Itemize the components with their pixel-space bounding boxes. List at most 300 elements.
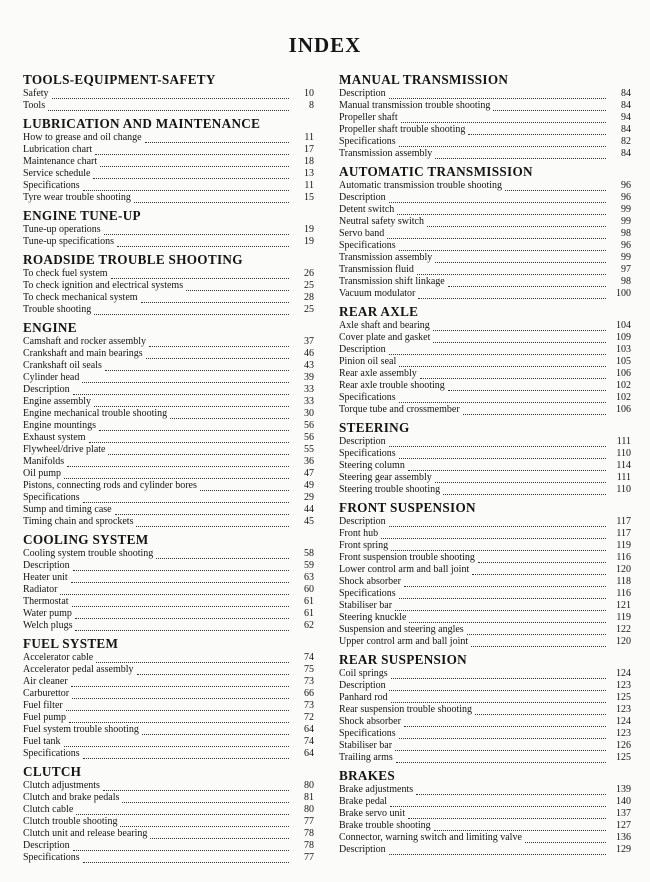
entry-page-number: 47 — [304, 468, 314, 479]
dot-leader — [134, 194, 289, 203]
index-entry — [23, 572, 314, 584]
dot-leader — [64, 738, 290, 747]
section-heading: ROADSIDE TROUBLE SHOOTING — [23, 252, 243, 267]
entry-label: Camshaft and rocker assembly — [23, 336, 147, 347]
dot-leader — [475, 706, 606, 715]
index-entry — [23, 804, 314, 816]
entry-page-number: 126 — [616, 740, 631, 751]
index-entry — [23, 444, 314, 456]
index-entry — [339, 680, 631, 692]
dot-leader — [408, 810, 606, 819]
index-entry — [339, 276, 631, 288]
dot-leader — [96, 654, 289, 663]
entry-page-number: 99 — [621, 204, 631, 215]
index-entry — [23, 360, 314, 372]
index-entry — [339, 216, 631, 228]
index-section — [23, 208, 314, 248]
index-entry — [23, 816, 314, 828]
entry-label: Clutch adjustments — [23, 780, 100, 791]
dot-leader — [200, 482, 289, 491]
entry-label: Transmission assembly — [339, 148, 433, 159]
entry-page-number: 80 — [304, 780, 314, 791]
entry-label: Steering trouble shooting — [339, 484, 441, 495]
index-entry — [23, 420, 314, 432]
index-entry — [23, 456, 314, 468]
entry-label: Engine assembly — [23, 396, 92, 407]
index-entry — [339, 576, 631, 588]
entry-page-number: 98 — [621, 228, 631, 239]
dot-leader — [71, 678, 289, 687]
dot-leader — [94, 398, 289, 407]
index-entry — [339, 88, 631, 100]
entry-label: Upper control arm and ball joint — [339, 636, 469, 647]
entry-label: Cover plate and gasket — [339, 332, 431, 343]
entry-label: Fuel tank — [23, 736, 61, 747]
entry-page-number: 73 — [304, 676, 314, 687]
index-entry — [339, 252, 631, 264]
entry-label: Welch plugs — [23, 620, 73, 631]
dot-leader — [395, 602, 606, 611]
entry-label: Description — [23, 840, 70, 851]
entry-page-number: 19 — [304, 224, 314, 235]
entry-label: Description — [339, 844, 386, 855]
index-entry — [23, 852, 314, 864]
entry-page-number: 49 — [304, 480, 314, 491]
entry-page-number: 123 — [616, 680, 631, 691]
dot-leader — [396, 754, 606, 763]
section-heading: COOLING SYSTEM — [23, 532, 149, 547]
entry-label: Front suspension trouble shooting — [339, 552, 475, 563]
entry-page-number: 66 — [304, 688, 314, 699]
entry-page-number: 74 — [304, 652, 314, 663]
entry-label: Steering knuckle — [339, 612, 407, 623]
dot-leader — [115, 506, 289, 515]
entry-page-number: 19 — [304, 236, 314, 247]
index-entry — [339, 392, 631, 404]
dot-leader — [395, 742, 606, 751]
dot-leader — [145, 134, 289, 143]
index-section — [339, 420, 631, 496]
entry-label: Transmission fluid — [339, 264, 414, 275]
index-column-left — [23, 72, 314, 864]
index-entry — [23, 676, 314, 688]
index-entry — [23, 88, 314, 100]
dot-leader — [83, 750, 289, 759]
index-entry — [339, 228, 631, 240]
dot-leader — [427, 218, 606, 227]
entry-page-number: 73 — [304, 700, 314, 711]
index-entry — [339, 832, 631, 844]
entry-page-number: 123 — [616, 728, 631, 739]
entry-label: Transmission shift linkage — [339, 276, 445, 287]
entry-page-number: 11 — [304, 180, 314, 191]
dot-leader — [103, 782, 289, 791]
entry-page-number: 102 — [616, 380, 631, 391]
entry-page-number: 77 — [304, 852, 314, 863]
entry-label: Coil springs — [339, 668, 388, 679]
dot-leader — [122, 794, 289, 803]
dot-leader — [64, 470, 289, 479]
entry-label: Neutral safety switch — [339, 216, 424, 227]
dot-leader — [493, 102, 606, 111]
section-heading: CLUTCH — [23, 764, 82, 779]
entry-label: Vacuum modulator — [339, 288, 416, 299]
entry-label: Maintenance chart — [23, 156, 98, 167]
entry-label: Pinion oil seal — [339, 356, 397, 367]
dot-leader — [108, 446, 289, 455]
entry-label: Thermostat — [23, 596, 69, 607]
index-entry — [339, 460, 631, 472]
entry-page-number: 111 — [616, 436, 631, 447]
index-section — [23, 116, 314, 204]
entry-label: Description — [23, 384, 70, 395]
entry-label: Description — [339, 516, 386, 527]
index-entry — [23, 780, 314, 792]
index-entry — [23, 372, 314, 384]
index-entry — [23, 688, 314, 700]
entry-label: Steering column — [339, 460, 405, 471]
entry-page-number: 116 — [616, 552, 631, 563]
entry-label: Heater unit — [23, 572, 68, 583]
index-entry — [23, 548, 314, 560]
dot-leader — [433, 322, 606, 331]
entry-page-number: 18 — [304, 156, 314, 167]
dot-leader — [435, 150, 606, 159]
index-entry — [339, 380, 631, 392]
entry-label: Description — [339, 88, 386, 99]
index-section — [23, 72, 314, 112]
entry-label: Air cleaner — [23, 676, 68, 687]
entry-label: Clutch trouble shooting — [23, 816, 118, 827]
entry-page-number: 110 — [616, 448, 631, 459]
dot-leader — [389, 518, 606, 527]
entry-label: Oil pump — [23, 468, 62, 479]
entry-label: Water pump — [23, 608, 72, 619]
entry-label: Specifications — [339, 240, 396, 251]
dot-leader — [391, 670, 606, 679]
section-heading: BRAKES — [339, 768, 396, 783]
entry-label: Safety — [23, 88, 49, 99]
dot-leader — [83, 854, 289, 863]
entry-page-number: 106 — [616, 404, 631, 415]
entry-page-number: 96 — [621, 240, 631, 251]
entry-page-number: 64 — [304, 724, 314, 735]
dot-leader — [401, 114, 606, 123]
entry-label: Service schedule — [23, 168, 91, 179]
index-entry — [23, 700, 314, 712]
entry-page-number: 139 — [616, 784, 631, 795]
section-heading: STEERING — [339, 420, 410, 435]
entry-label: Clutch unit and release bearing — [23, 828, 148, 839]
index-entry — [23, 736, 314, 748]
dot-leader — [399, 590, 606, 599]
entry-page-number: 10 — [304, 88, 314, 99]
index-entry — [23, 652, 314, 664]
section-heading: ENGINE TUNE-UP — [23, 208, 141, 223]
entry-page-number: 124 — [616, 668, 631, 679]
entry-label: Accelerator pedal assembly — [23, 664, 134, 675]
dot-leader — [390, 798, 606, 807]
index-entry — [339, 100, 631, 112]
entry-label: Specifications — [23, 180, 80, 191]
index-entry — [339, 264, 631, 276]
index-entry — [339, 716, 631, 728]
index-section — [339, 500, 631, 648]
index-entry — [339, 636, 631, 648]
entry-label: Engine mechanical trouble shooting — [23, 408, 168, 419]
dot-leader — [471, 638, 606, 647]
dot-leader — [389, 846, 606, 855]
dot-leader — [60, 586, 289, 595]
entry-label: How to grease and oil change — [23, 132, 142, 143]
dot-leader — [100, 158, 289, 167]
dot-leader — [186, 282, 289, 291]
entry-page-number: 96 — [621, 180, 631, 191]
entry-label: Clutch cable — [23, 804, 74, 815]
dot-leader — [136, 518, 289, 527]
dot-leader — [99, 422, 289, 431]
entry-page-number: 125 — [616, 692, 631, 703]
index-section — [339, 164, 631, 300]
index-entry — [339, 448, 631, 460]
index-entry — [339, 124, 631, 136]
entry-page-number: 13 — [304, 168, 314, 179]
index-entry — [339, 752, 631, 764]
dot-leader — [93, 170, 289, 179]
index-entry — [23, 504, 314, 516]
entry-label: Panhard rod — [339, 692, 388, 703]
entry-label: Specifications — [23, 492, 80, 503]
entry-page-number: 103 — [616, 344, 631, 355]
dot-leader — [389, 90, 606, 99]
index-entry — [339, 472, 631, 484]
entry-page-number: 84 — [621, 100, 631, 111]
entry-page-number: 77 — [304, 816, 314, 827]
entry-page-number: 114 — [616, 460, 631, 471]
index-entry — [339, 528, 631, 540]
dot-leader — [137, 666, 289, 675]
index-column-right — [339, 72, 631, 856]
entry-label: Shock absorber — [339, 716, 401, 727]
entry-page-number: 28 — [304, 292, 314, 303]
entry-page-number: 25 — [304, 304, 314, 315]
index-entry — [23, 492, 314, 504]
index-entry — [339, 516, 631, 528]
entry-page-number: 84 — [621, 88, 631, 99]
dot-leader — [387, 230, 606, 239]
entry-label: Propeller shaft trouble shooting — [339, 124, 466, 135]
index-entry — [339, 540, 631, 552]
index-entry — [339, 320, 631, 332]
entry-label: Sump and timing case — [23, 504, 112, 515]
dot-leader — [149, 338, 289, 347]
entry-page-number: 8 — [309, 100, 314, 111]
entry-label: Flywheel/drive plate — [23, 444, 106, 455]
index-entry — [339, 728, 631, 740]
entry-page-number: 117 — [616, 528, 631, 539]
entry-page-number: 62 — [304, 620, 314, 631]
index-entry — [23, 516, 314, 528]
entry-page-number: 111 — [616, 472, 631, 483]
entry-page-number: 36 — [304, 456, 314, 467]
entry-page-number: 63 — [304, 572, 314, 583]
entry-page-number: 44 — [304, 504, 314, 515]
entry-page-number: 97 — [621, 264, 631, 275]
entry-page-number: 102 — [616, 392, 631, 403]
entry-page-number: 100 — [616, 288, 631, 299]
index-entry — [23, 620, 314, 632]
entry-label: Connector, warning switch and limiting valve — [339, 832, 522, 843]
index-entry — [23, 828, 314, 840]
entry-page-number: 123 — [616, 704, 631, 715]
entry-page-number: 56 — [304, 432, 314, 443]
entry-page-number: 99 — [621, 252, 631, 263]
dot-leader — [399, 358, 606, 367]
dot-leader — [72, 598, 289, 607]
entry-label: Description — [339, 680, 386, 691]
entry-page-number: 124 — [616, 716, 631, 727]
entry-label: Specifications — [339, 448, 396, 459]
entry-label: Accelerator cable — [23, 652, 94, 663]
entry-page-number: 80 — [304, 804, 314, 815]
index-entry — [339, 484, 631, 496]
index-entry — [339, 692, 631, 704]
section-heading: ENGINE — [23, 320, 77, 335]
dot-leader — [73, 562, 289, 571]
entry-page-number: 25 — [304, 280, 314, 291]
entry-label: Transmission assembly — [339, 252, 433, 263]
entry-label: Trouble shooting — [23, 304, 92, 315]
entry-page-number: 110 — [616, 484, 631, 495]
entry-page-number: 137 — [616, 808, 631, 819]
index-entry — [339, 784, 631, 796]
dot-leader — [467, 626, 606, 635]
dot-leader — [71, 574, 289, 583]
entry-label: Specifications — [23, 852, 80, 863]
entry-label: Stabiliser bar — [339, 600, 393, 611]
entry-label: Carburettor — [23, 688, 70, 699]
entry-page-number: 33 — [304, 384, 314, 395]
entry-page-number: 84 — [621, 124, 631, 135]
index-entry — [23, 292, 314, 304]
index-section — [339, 768, 631, 856]
dot-leader — [463, 406, 606, 415]
dot-leader — [83, 494, 289, 503]
entry-label: Specifications — [339, 136, 396, 147]
entry-label: Manual transmission trouble shooting — [339, 100, 491, 111]
entry-page-number: 74 — [304, 736, 314, 747]
dot-leader — [69, 714, 289, 723]
index-section — [339, 304, 631, 416]
index-entry — [23, 144, 314, 156]
index-entry — [339, 112, 631, 124]
entry-label: Description — [339, 436, 386, 447]
dot-leader — [448, 278, 606, 287]
entry-label: Tools — [23, 100, 46, 111]
entry-page-number: 129 — [616, 844, 631, 855]
index-entry — [23, 432, 314, 444]
index-entry — [339, 356, 631, 368]
entry-page-number: 119 — [616, 612, 631, 623]
entry-page-number: 11 — [304, 132, 314, 143]
dot-leader — [142, 726, 289, 735]
dot-leader — [443, 486, 606, 495]
entry-page-number: 15 — [304, 192, 314, 203]
section-heading: MANUAL TRANSMISSION — [339, 72, 509, 87]
index-entry — [339, 436, 631, 448]
index-entry — [23, 608, 314, 620]
entry-page-number: 61 — [304, 608, 314, 619]
dot-leader — [472, 566, 606, 575]
dot-leader — [95, 146, 289, 155]
entry-label: Specifications — [339, 392, 396, 403]
dot-leader — [67, 458, 289, 467]
index-entry — [339, 588, 631, 600]
entry-page-number: 120 — [616, 636, 631, 647]
index-entry — [23, 224, 314, 236]
entry-page-number: 98 — [621, 276, 631, 287]
dot-leader — [416, 786, 606, 795]
entry-label: Timing chain and sprockets — [23, 516, 134, 527]
entry-label: To check mechanical system — [23, 292, 138, 303]
dot-leader — [417, 266, 606, 275]
dot-leader — [104, 226, 289, 235]
entry-label: Trailing arms — [339, 752, 393, 763]
dot-leader — [150, 830, 289, 839]
entry-page-number: 64 — [304, 748, 314, 759]
section-heading: AUTOMATIC TRANSMISSION — [339, 164, 533, 179]
dot-leader — [72, 690, 289, 699]
dot-leader — [399, 242, 606, 251]
dot-leader — [399, 450, 606, 459]
entry-page-number: 140 — [616, 796, 631, 807]
entry-page-number: 17 — [304, 144, 314, 155]
index-entry — [23, 192, 314, 204]
index-entry — [23, 584, 314, 596]
section-heading: TOOLS-EQUIPMENT-SAFETY — [23, 72, 216, 87]
dot-leader — [82, 374, 289, 383]
dot-leader — [111, 270, 289, 279]
index-entry — [23, 268, 314, 280]
dot-leader — [76, 806, 289, 815]
dot-leader — [505, 182, 606, 191]
entry-page-number: 106 — [616, 368, 631, 379]
entry-label: Suspension and steering angles — [339, 624, 464, 635]
entry-label: Description — [23, 560, 70, 571]
index-section — [23, 252, 314, 316]
entry-label: Rear suspension trouble shooting — [339, 704, 473, 715]
index-entry — [339, 240, 631, 252]
entry-label: To check ignition and electrical systems — [23, 280, 184, 291]
entry-label: Automatic transmission trouble shooting — [339, 180, 503, 191]
dot-leader — [89, 434, 290, 443]
dot-leader — [404, 718, 606, 727]
index-entry — [23, 664, 314, 676]
entry-label: Front spring — [339, 540, 389, 551]
dot-leader — [170, 410, 289, 419]
dot-leader — [83, 182, 289, 191]
entry-page-number: 78 — [304, 840, 314, 851]
index-section — [23, 320, 314, 528]
index-entry — [339, 368, 631, 380]
dot-leader — [468, 126, 606, 135]
entry-page-number: 30 — [304, 408, 314, 419]
section-heading: FRONT SUSPENSION — [339, 500, 476, 515]
entry-label: Tyre wear trouble shooting — [23, 192, 131, 203]
dot-leader — [105, 362, 289, 371]
index-entry — [23, 480, 314, 492]
entry-label: Engine mountings — [23, 420, 97, 431]
